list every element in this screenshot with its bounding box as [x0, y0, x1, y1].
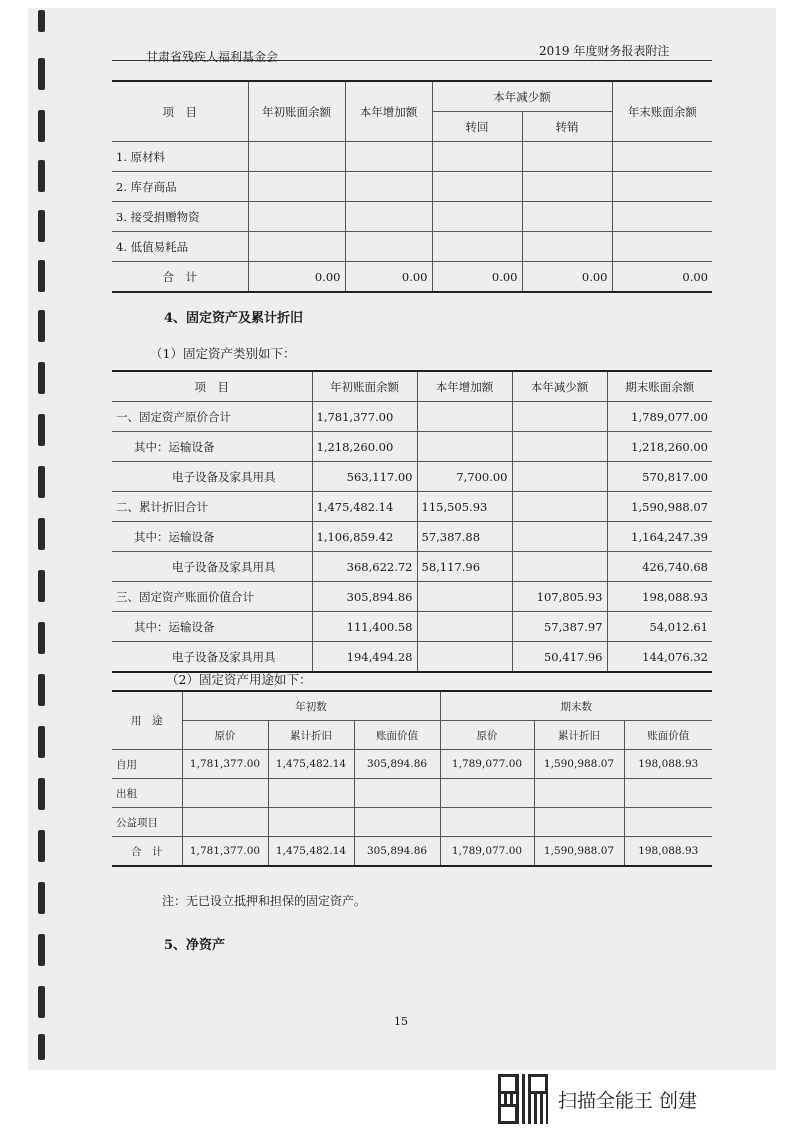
cell-increase: 115,505.93 [417, 492, 512, 522]
note-text: 注：无已设立抵押和担保的固定资产。 [162, 894, 367, 908]
cell-increase [345, 232, 432, 262]
cell-dec-return [432, 142, 522, 172]
header-usage: 用 途 [112, 691, 182, 750]
cell-e-bv [624, 779, 712, 808]
header-item: 项 目 [112, 371, 312, 402]
cell-e-bv: 198,088.93 [624, 837, 712, 867]
inventory-table [112, 80, 712, 293]
table-row [112, 808, 712, 837]
cell-b-bv: 305,894.86 [354, 837, 440, 867]
fixed-asset-table [112, 370, 712, 673]
cell-dec-writeoff [522, 172, 612, 202]
row-usage: 出租 [112, 779, 182, 808]
cell-e-bv: 198,088.93 [624, 750, 712, 779]
cell-e-dep: 1,590,988.07 [534, 837, 624, 867]
cell-closing: 1,164,247.39 [607, 522, 712, 552]
cell-opening [248, 142, 345, 172]
cell-opening: 305,894.86 [312, 582, 417, 612]
cell-opening: 563,117.00 [312, 462, 417, 492]
row-item: 一、固定资产原价合计 [112, 402, 312, 432]
cell-decrease [512, 522, 607, 552]
cell-e-cost [440, 808, 534, 837]
cell-decrease [512, 432, 607, 462]
header-increase: 本年增加额 [345, 81, 432, 142]
cell-decrease [512, 492, 607, 522]
row-item: 电子设备及家具用具 [112, 642, 312, 673]
table-row [112, 492, 712, 522]
header-beginning: 年初数 [182, 691, 440, 721]
cell-closing: 198,088.93 [607, 582, 712, 612]
qr-code-icon [498, 1074, 548, 1124]
cell-closing [612, 232, 712, 262]
cell-increase [345, 202, 432, 232]
cell-opening: 1,781,377.00 [312, 402, 417, 432]
cell-dec-return [432, 232, 522, 262]
row-item: 4. 低值易耗品 [112, 232, 248, 262]
cell-e-dep [534, 808, 624, 837]
cell-opening [248, 172, 345, 202]
row-item: 2. 库存商品 [112, 172, 248, 202]
row-usage: 自用 [112, 750, 182, 779]
cell-e-cost: 1,789,077.00 [440, 837, 534, 867]
cell-e-bv [624, 808, 712, 837]
table-row [112, 552, 712, 582]
cell-dec-writeoff: 0.00 [522, 262, 612, 293]
cell-e-cost [440, 779, 534, 808]
cell-b-cost: 1,781,377.00 [182, 750, 268, 779]
cell-closing: 570,817.00 [607, 462, 712, 492]
cell-increase: 7,700.00 [417, 462, 512, 492]
row-usage: 合 计 [112, 837, 182, 867]
table-row [112, 402, 712, 432]
header-divider [112, 60, 712, 61]
cell-opening: 1,475,482.14 [312, 492, 417, 522]
table-row [112, 232, 712, 262]
header-e-depreciation: 累计折旧 [534, 721, 624, 750]
cell-closing: 1,218,260.00 [607, 432, 712, 462]
cell-dec-writeoff [522, 202, 612, 232]
cell-opening: 368,622.72 [312, 552, 417, 582]
header-report-title: 2019 年度财务报表附注 [539, 44, 670, 58]
cell-b-bv: 305,894.86 [354, 750, 440, 779]
cell-b-dep [268, 808, 354, 837]
cell-b-dep: 1,475,482.14 [268, 837, 354, 867]
subsection-1-title: （1）固定资产类别如下： [150, 346, 296, 361]
header-increase: 本年增加额 [417, 371, 512, 402]
row-item: 其中：运输设备 [112, 522, 312, 552]
cell-opening: 0.00 [248, 262, 345, 293]
table-row [112, 750, 712, 779]
table-row [112, 172, 712, 202]
header-b-cost: 原价 [182, 721, 268, 750]
cell-dec-writeoff [522, 142, 612, 172]
cell-increase: 0.00 [345, 262, 432, 293]
cell-e-dep: 1,590,988.07 [534, 750, 624, 779]
header-decrease: 本年减少额 [512, 371, 607, 402]
cell-increase [417, 582, 512, 612]
cell-b-dep: 1,475,482.14 [268, 750, 354, 779]
cell-opening: 111,400.58 [312, 612, 417, 642]
cell-e-cost: 1,789,077.00 [440, 750, 534, 779]
cell-closing: 54,012.61 [607, 612, 712, 642]
header-dec-return: 转回 [432, 112, 522, 142]
cell-opening [248, 202, 345, 232]
row-item: 其中：运输设备 [112, 432, 312, 462]
row-usage: 公益项目 [112, 808, 182, 837]
cell-closing: 426,740.68 [607, 552, 712, 582]
cell-increase [345, 172, 432, 202]
cell-dec-return [432, 172, 522, 202]
cell-dec-writeoff [522, 232, 612, 262]
table-row [112, 432, 712, 462]
cell-increase [417, 612, 512, 642]
section-5-title: 5、净资产 [164, 938, 226, 953]
header-closing: 期末账面余额 [607, 371, 712, 402]
cell-b-cost [182, 808, 268, 837]
header-b-depreciation: 累计折旧 [268, 721, 354, 750]
cell-increase [417, 402, 512, 432]
cell-increase [417, 432, 512, 462]
header-e-cost: 原价 [440, 721, 534, 750]
page-number: 15 [394, 1015, 408, 1028]
header-organization: 甘肃省残疾人福利基金会 [146, 50, 279, 64]
row-item: 合 计 [112, 262, 248, 293]
cell-increase [417, 642, 512, 673]
cell-closing [612, 172, 712, 202]
header-opening: 年初账面余额 [248, 81, 345, 142]
cell-dec-return [432, 202, 522, 232]
cell-closing: 144,076.32 [607, 642, 712, 673]
cell-closing [612, 142, 712, 172]
cell-b-bv [354, 779, 440, 808]
cell-opening: 1,218,260.00 [312, 432, 417, 462]
table-row [112, 779, 712, 808]
cell-decrease [512, 462, 607, 492]
cell-b-bv [354, 808, 440, 837]
cell-increase: 58,117.96 [417, 552, 512, 582]
header-opening: 年初账面余额 [312, 371, 417, 402]
cell-opening: 1,106,859.42 [312, 522, 417, 552]
row-item: 3. 接受捐赠物资 [112, 202, 248, 232]
cell-closing [612, 202, 712, 232]
header-e-book-value: 账面价值 [624, 721, 712, 750]
header-decrease: 本年减少额 [432, 81, 612, 112]
table-row [112, 142, 712, 172]
fixed-asset-usage-table [112, 690, 712, 867]
cell-increase [345, 142, 432, 172]
cell-b-cost [182, 779, 268, 808]
table-row [112, 642, 712, 673]
table-row [112, 612, 712, 642]
table-row-total [112, 262, 712, 293]
row-item: 其中：运输设备 [112, 612, 312, 642]
header-closing: 年末账面余额 [612, 81, 712, 142]
cell-closing: 1,590,988.07 [607, 492, 712, 522]
row-item: 1. 原材料 [112, 142, 248, 172]
cell-b-dep [268, 779, 354, 808]
cell-increase: 57,387.88 [417, 522, 512, 552]
header-item: 项 目 [112, 81, 248, 142]
table-row [112, 462, 712, 492]
cell-e-dep [534, 779, 624, 808]
cell-closing: 0.00 [612, 262, 712, 293]
table-row [112, 582, 712, 612]
row-item: 电子设备及家具用具 [112, 462, 312, 492]
subsection-2-title: （2）固定资产用途如下： [166, 672, 312, 687]
table-row [112, 522, 712, 552]
cell-opening: 194,494.28 [312, 642, 417, 673]
header-b-book-value: 账面价值 [354, 721, 440, 750]
cell-decrease: 57,387.97 [512, 612, 607, 642]
row-item: 三、固定资产账面价值合计 [112, 582, 312, 612]
row-item: 电子设备及家具用具 [112, 552, 312, 582]
scanner-watermark-label: 扫描全能王 创建 [558, 1090, 698, 1112]
cell-closing: 1,789,077.00 [607, 402, 712, 432]
cell-decrease: 107,805.93 [512, 582, 607, 612]
cell-dec-return: 0.00 [432, 262, 522, 293]
section-4-title: 4、固定资产及累计折旧 [164, 311, 304, 326]
header-ending: 期末数 [440, 691, 712, 721]
table-row-total [112, 837, 712, 867]
table-row [112, 202, 712, 232]
cell-decrease [512, 402, 607, 432]
row-item: 二、累计折旧合计 [112, 492, 312, 522]
spiral-binding [34, 10, 52, 1060]
cell-opening [248, 232, 345, 262]
cell-b-cost: 1,781,377.00 [182, 837, 268, 867]
cell-decrease [512, 552, 607, 582]
cell-decrease: 50,417.96 [512, 642, 607, 673]
header-dec-writeoff: 转销 [522, 112, 612, 142]
